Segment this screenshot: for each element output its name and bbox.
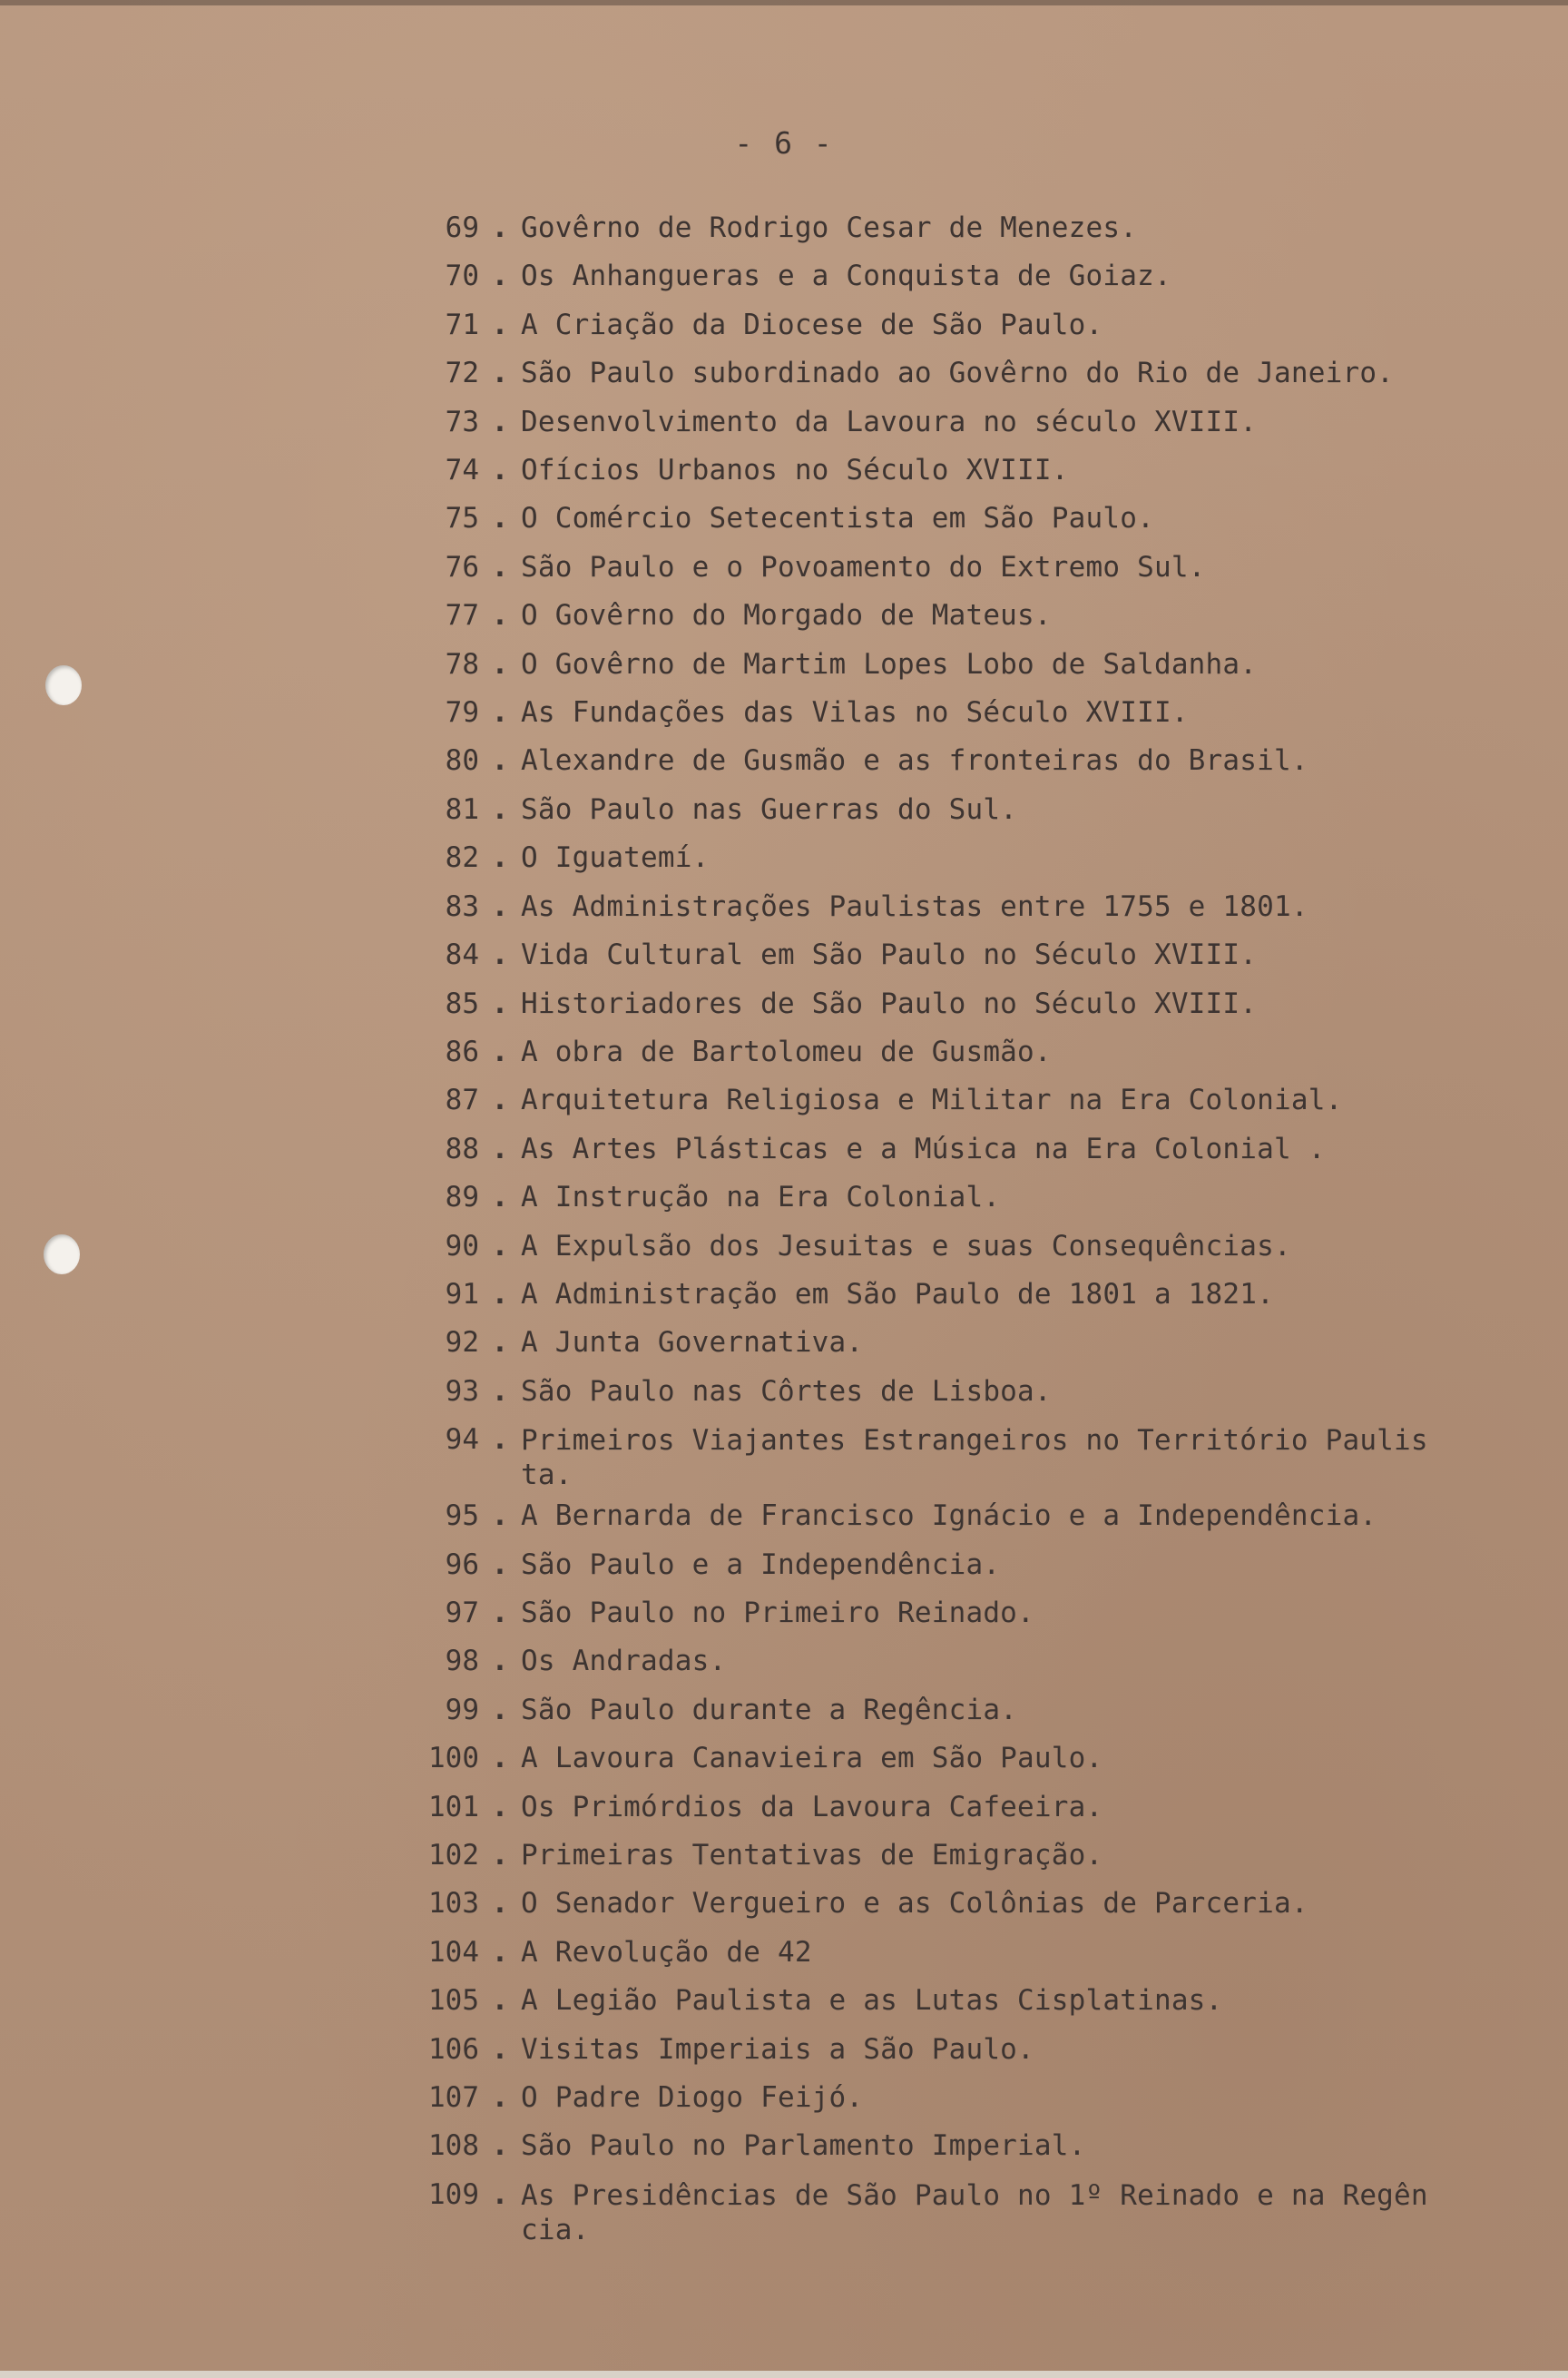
item-separator: . xyxy=(491,2177,509,2211)
list-item xyxy=(399,1028,1543,1076)
item-separator: . xyxy=(491,2129,509,2163)
page-top-edge xyxy=(0,0,1568,5)
list-item xyxy=(399,1271,1543,1319)
item-separator: . xyxy=(491,2032,509,2066)
page-number: - 6 - xyxy=(734,125,834,161)
list-item xyxy=(399,1929,1543,1977)
item-title: As Presidências de São Paulo no 1º Reinado e na Regên cia. xyxy=(521,2178,1428,2246)
item-number: 85 xyxy=(445,987,479,1020)
item-separator: . xyxy=(491,1326,509,1360)
item-title: As Administrações Paulistas entre 1755 e 1801. xyxy=(521,889,1308,923)
item-separator: . xyxy=(491,987,509,1020)
item-separator: . xyxy=(491,1790,509,1823)
item-number: 75 xyxy=(445,502,479,536)
item-title: São Paulo nas Guerras do Sul. xyxy=(521,792,1018,826)
item-number: 89 xyxy=(445,1181,479,1214)
list-item xyxy=(399,447,1543,495)
item-number: 108 xyxy=(428,2129,479,2163)
item-separator: . xyxy=(491,1277,509,1311)
item-separator: . xyxy=(491,1423,509,1457)
item-separator: . xyxy=(491,1935,509,1969)
item-separator: . xyxy=(491,1084,509,1117)
item-title: A obra de Bartolomeu de Gusmão. xyxy=(521,1035,1052,1068)
item-title: Os Anhangueras e a Conquista de Goiaz. xyxy=(521,260,1171,293)
item-separator: . xyxy=(491,1839,509,1872)
item-number: 91 xyxy=(445,1277,479,1311)
item-separator: . xyxy=(491,1887,509,1921)
item-number: 73 xyxy=(445,405,479,438)
item-title: O Govêrno de Martim Lopes Lobo de Saldanha. xyxy=(521,647,1258,681)
list-item xyxy=(399,495,1543,543)
item-number: 100 xyxy=(428,1742,479,1775)
item-title: São Paulo e a Independência. xyxy=(521,1548,1001,1581)
list-item xyxy=(399,2026,1543,2074)
item-title: São Paulo durante a Regência. xyxy=(521,1693,1018,1726)
list-item xyxy=(399,1686,1543,1734)
item-title: Os Andradas. xyxy=(521,1645,727,1678)
item-title: Vida Cultural em São Paulo no Século XVIII. xyxy=(521,938,1258,972)
item-number: 81 xyxy=(445,792,479,826)
page-bottom-edge xyxy=(0,2371,1568,2378)
item-title: São Paulo e o Povoamento do Extremo Sul. xyxy=(521,550,1206,584)
list-item xyxy=(399,398,1543,447)
item-number: 79 xyxy=(445,696,479,730)
item-separator: . xyxy=(491,1984,509,2018)
item-separator: . xyxy=(491,647,509,681)
item-separator: . xyxy=(491,1693,509,1726)
item-separator: . xyxy=(491,696,509,730)
item-number: 90 xyxy=(445,1229,479,1263)
list-item xyxy=(399,1223,1543,1271)
list-item xyxy=(399,204,1543,252)
list-item xyxy=(399,1734,1543,1783)
item-title: Os Primórdios da Lavoura Cafeeira. xyxy=(521,1790,1103,1823)
list-item xyxy=(399,1880,1543,1928)
list-item xyxy=(399,737,1543,785)
item-title: A Revolução de 42 xyxy=(521,1935,812,1969)
item-separator: . xyxy=(491,550,509,584)
item-title: São Paulo subordinado ao Govêrno do Rio de Janeiro. xyxy=(521,357,1395,390)
item-title: A Criação da Diocese de São Paulo. xyxy=(521,308,1103,341)
punch-hole-bottom xyxy=(44,1234,80,1274)
item-title: A Lavoura Canavieira em São Paulo. xyxy=(521,1742,1103,1775)
list-item xyxy=(399,641,1543,689)
item-number: 78 xyxy=(445,647,479,681)
item-separator: . xyxy=(491,1035,509,1068)
list-item xyxy=(399,786,1543,834)
list-item xyxy=(399,931,1543,979)
list-item xyxy=(399,1492,1543,1540)
list-item xyxy=(399,1977,1543,2025)
item-number: 72 xyxy=(445,357,479,390)
item-number: 95 xyxy=(445,1499,479,1533)
item-title: O Iguatemí. xyxy=(521,841,710,875)
list-item xyxy=(399,1416,1543,1492)
list-item xyxy=(399,834,1543,882)
item-separator: . xyxy=(491,260,509,293)
list-item xyxy=(399,1541,1543,1589)
item-number: 69 xyxy=(445,211,479,244)
list-item xyxy=(399,1319,1543,1367)
item-title: Primeiras Tentativas de Emigração. xyxy=(521,1839,1103,1872)
list-item xyxy=(399,301,1543,349)
item-separator: . xyxy=(491,792,509,826)
item-separator: . xyxy=(491,599,509,633)
item-separator: . xyxy=(491,405,509,438)
item-number: 87 xyxy=(445,1084,479,1117)
item-title: Arquitetura Religiosa e Militar na Era Colonial. xyxy=(521,1084,1343,1117)
item-number: 86 xyxy=(445,1035,479,1068)
item-title: O Comércio Setecentista em São Paulo. xyxy=(521,502,1154,536)
list-item xyxy=(399,980,1543,1028)
item-separator: . xyxy=(491,1596,509,1629)
item-title: Historiadores de São Paulo no Século XVIII. xyxy=(521,987,1258,1020)
list-item xyxy=(399,2171,1543,2247)
list-item xyxy=(399,883,1543,931)
list-item xyxy=(399,252,1543,300)
item-separator: . xyxy=(491,2081,509,2115)
item-separator: . xyxy=(491,841,509,875)
list-item xyxy=(399,1784,1543,1832)
list-item xyxy=(399,1637,1543,1685)
item-number: 84 xyxy=(445,938,479,972)
item-number: 77 xyxy=(445,599,479,633)
item-number: 107 xyxy=(428,2081,479,2115)
item-number: 98 xyxy=(445,1645,479,1678)
item-separator: . xyxy=(491,1132,509,1165)
item-separator: . xyxy=(491,454,509,487)
item-title: A Legião Paulista e as Lutas Cisplatinas. xyxy=(521,1984,1223,2018)
item-title: As Artes Plásticas e a Música na Era Colonial . xyxy=(521,1132,1326,1165)
item-separator: . xyxy=(491,1742,509,1775)
item-separator: . xyxy=(491,1181,509,1214)
item-title: O Senador Vergueiro e as Colônias de Parceria. xyxy=(521,1887,1308,1921)
item-separator: . xyxy=(491,1548,509,1581)
item-title: Primeiros Viajantes Estrangeiros no Território Paulis ta. xyxy=(521,1424,1428,1492)
item-number: 93 xyxy=(445,1374,479,1408)
list-item xyxy=(399,2074,1543,2122)
item-title: São Paulo nas Côrtes de Lisboa. xyxy=(521,1374,1052,1408)
item-title: A Bernarda de Francisco Ignácio e a Independência. xyxy=(521,1499,1377,1533)
item-number: 92 xyxy=(445,1326,479,1360)
item-number: 80 xyxy=(445,744,479,778)
item-title: O Padre Diogo Feijó. xyxy=(521,2081,864,2115)
item-title: A Instrução na Era Colonial. xyxy=(521,1181,1001,1214)
item-number: 101 xyxy=(428,1790,479,1823)
list-item xyxy=(399,1076,1543,1125)
item-title: A Administração em São Paulo de 1801 a 1821. xyxy=(521,1277,1274,1311)
item-separator: . xyxy=(491,889,509,923)
list-item xyxy=(399,1174,1543,1222)
item-number: 104 xyxy=(428,1935,479,1969)
list-item xyxy=(399,544,1543,592)
item-number: 99 xyxy=(445,1693,479,1726)
item-number: 94 xyxy=(445,1423,479,1457)
item-number: 97 xyxy=(445,1596,479,1629)
item-title: O Govêrno do Morgado de Mateus. xyxy=(521,599,1052,633)
punch-hole-top xyxy=(45,665,82,705)
item-separator: . xyxy=(491,1499,509,1533)
item-title: Visitas Imperiais a São Paulo. xyxy=(521,2032,1034,2066)
item-separator: . xyxy=(491,1229,509,1263)
item-title: Alexandre de Gusmão e as fronteiras do Brasil. xyxy=(521,744,1308,778)
item-number: 102 xyxy=(428,1839,479,1872)
item-number: 82 xyxy=(445,841,479,875)
list-item xyxy=(399,1125,1543,1174)
item-title: A Junta Governativa. xyxy=(521,1326,864,1360)
list-item xyxy=(399,1589,1543,1637)
item-title: Govêrno de Rodrigo Cesar de Menezes. xyxy=(521,211,1138,244)
item-number: 105 xyxy=(428,1984,479,2018)
list-item xyxy=(399,2122,1543,2170)
item-title: São Paulo no Parlamento Imperial. xyxy=(521,2129,1086,2163)
item-separator: . xyxy=(491,1645,509,1678)
list-item xyxy=(399,689,1543,737)
item-separator: . xyxy=(491,938,509,972)
item-number: 74 xyxy=(445,454,479,487)
topic-list xyxy=(399,204,1543,2247)
item-separator: . xyxy=(491,357,509,390)
item-number: 88 xyxy=(445,1132,479,1165)
list-item xyxy=(399,1832,1543,1880)
item-separator: . xyxy=(491,211,509,244)
item-separator: . xyxy=(491,502,509,536)
item-number: 103 xyxy=(428,1887,479,1921)
item-number: 106 xyxy=(428,2032,479,2066)
item-title: A Expulsão dos Jesuitas e suas Consequências. xyxy=(521,1229,1291,1263)
item-number: 71 xyxy=(445,308,479,341)
item-number: 76 xyxy=(445,550,479,584)
item-title: São Paulo no Primeiro Reinado. xyxy=(521,1596,1034,1629)
item-separator: . xyxy=(491,1374,509,1408)
list-item xyxy=(399,349,1543,398)
item-number: 70 xyxy=(445,260,479,293)
list-item xyxy=(399,1368,1543,1416)
item-number: 83 xyxy=(445,889,479,923)
item-separator: . xyxy=(491,308,509,341)
item-separator: . xyxy=(491,744,509,778)
item-number: 109 xyxy=(428,2177,479,2211)
item-title: Ofícios Urbanos no Século XVIII. xyxy=(521,454,1069,487)
item-number: 96 xyxy=(445,1548,479,1581)
item-title: Desenvolvimento da Lavoura no século XVIII. xyxy=(521,405,1258,438)
list-item xyxy=(399,592,1543,640)
item-title: As Fundações das Vilas no Século XVIII. xyxy=(521,696,1189,730)
